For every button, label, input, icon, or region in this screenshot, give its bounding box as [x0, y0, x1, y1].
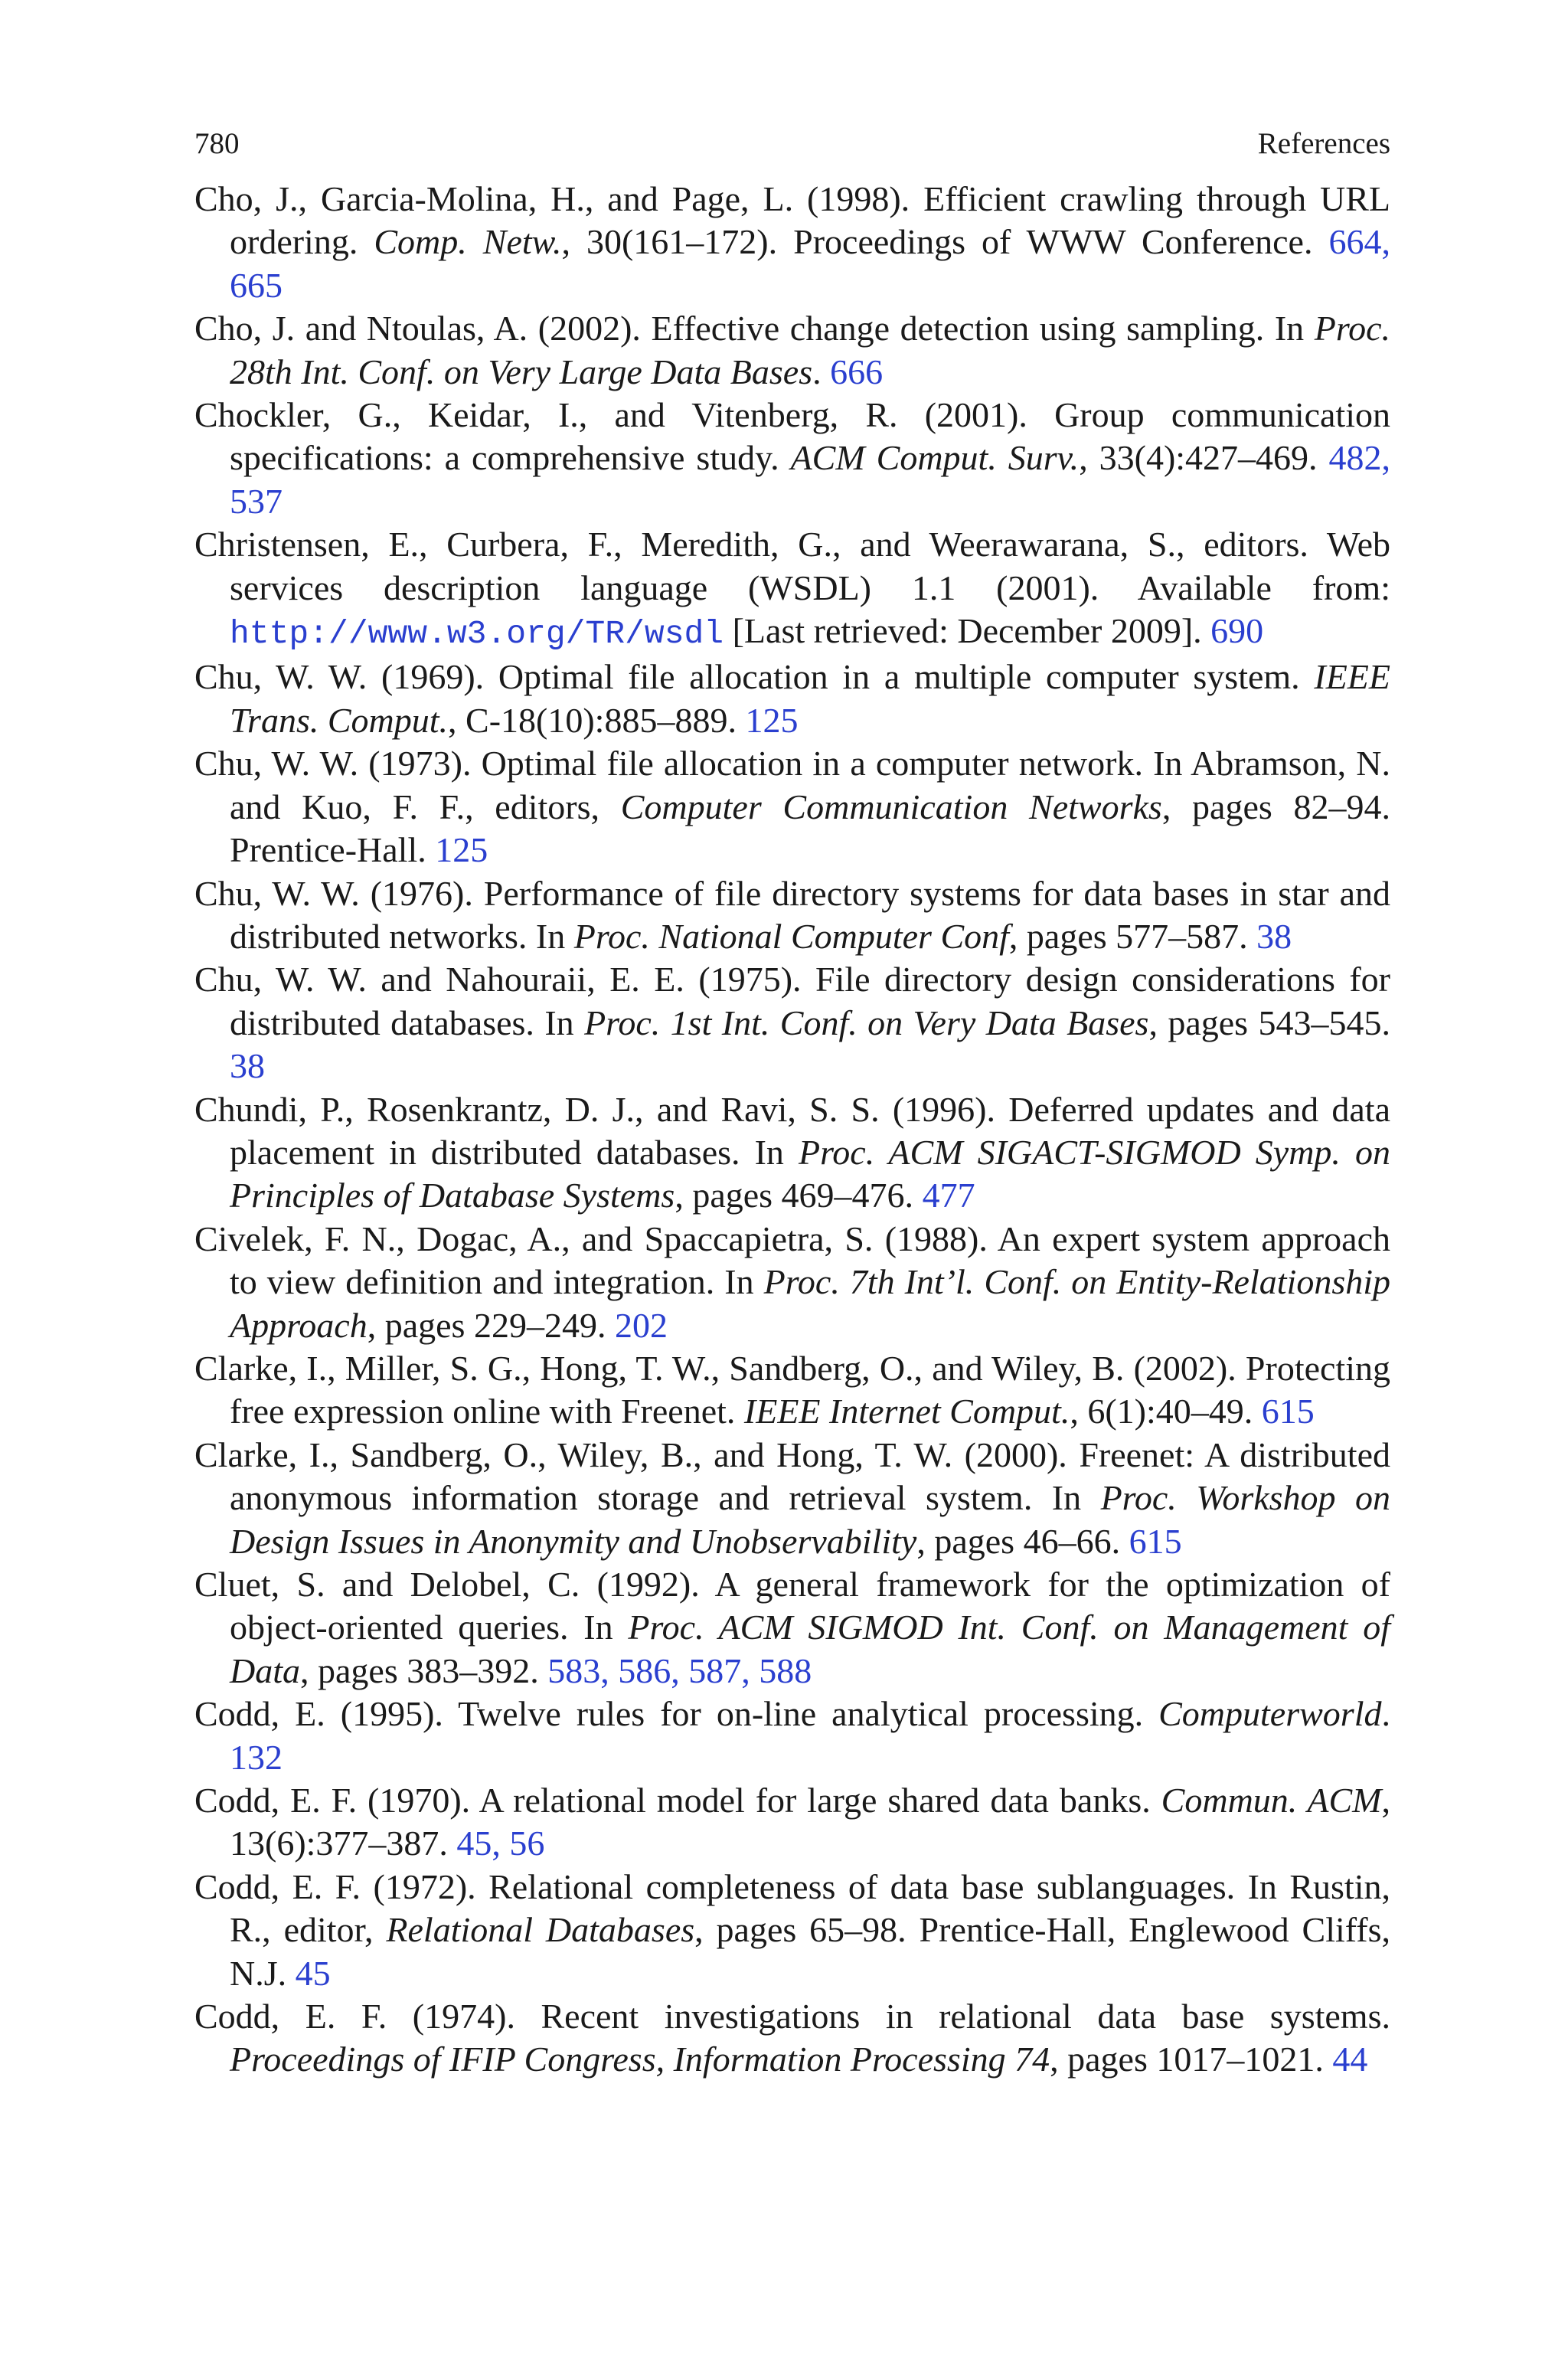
- reference-text: [Last retrieved: December 2009].: [724, 611, 1211, 651]
- reference-text: Cluet, S. and Delobel, C. (1992). A general framework for the optimization of object-oriented queries. In: [194, 1565, 1390, 1647]
- reference-entry: [194, 523, 1390, 656]
- reference-text: Codd, E. (1995). Twelve rules for on-line analytical processing.: [194, 1694, 1159, 1734]
- reference-text: Codd, E. F. (1972). Relational completeness of data base sublanguages. In Rustin, R., editor,: [194, 1866, 1390, 1950]
- reference-text: Chockler, G., Keidar, I., and Vitenberg, R. (2001). Group communication specifications: a comprehensive study.: [194, 395, 1390, 478]
- reference-venue: Proc. 7th Int’l. Conf. on Entity-Relationship Approach: [230, 1262, 1391, 1345]
- reference-text: , pages 383–392.: [300, 1650, 548, 1690]
- document-page: [194, 123, 1390, 2082]
- reference-text: , pages 1017–1021.: [1050, 2039, 1333, 2079]
- page-reference-link[interactable]: 45: [295, 1953, 331, 1993]
- reference-entry: [194, 958, 1390, 1088]
- reference-text: Codd, E. F. (1970). A relational model for large shared data banks.: [194, 1781, 1161, 1820]
- reference-entry: [194, 1866, 1390, 1995]
- reference-venue: Proc. Workshop on Design Issues in Anonymity and Unobservability: [230, 1478, 1391, 1561]
- reference-text: , C-18(10):885–889.: [448, 700, 746, 740]
- reference-text: Chu, W. W. (1969). Optimal file allocation in a multiple computer system.: [194, 657, 1315, 697]
- reference-entry: [194, 1218, 1390, 1347]
- section-title: References: [1257, 127, 1390, 160]
- page-number: 780: [194, 127, 240, 160]
- page-reference-link[interactable]: 477: [922, 1176, 975, 1215]
- page-reference-link[interactable]: 44: [1332, 2039, 1368, 2079]
- page-reference-link[interactable]: 38: [1256, 916, 1292, 956]
- reference-entry: [194, 1347, 1390, 1434]
- reference-entry: [194, 872, 1390, 959]
- page-reference-link[interactable]: 45, 56: [456, 1824, 545, 1863]
- reference-venue: Relational Databases: [386, 1910, 695, 1950]
- reference-text: , 30(161–172). Proceedings of WWW Conference.: [561, 222, 1329, 262]
- reference-venue: ACM Comput. Surv.: [790, 438, 1080, 478]
- reference-entry: [194, 1693, 1390, 1779]
- reference-text: Christensen, E., Curbera, F., Meredith, G., and Weerawarana, S., editors. Web services description language (WSDL) 1.1 (2001). Available from:: [194, 525, 1390, 607]
- reference-text: Chu, W. W. and Nahouraii, E. E. (1975). File directory design considerations for distributed databases. In: [194, 960, 1390, 1042]
- reference-entry: [194, 1434, 1390, 1563]
- reference-text: , pages 543–545.: [1148, 1003, 1390, 1042]
- reference-entry: [194, 307, 1390, 394]
- reference-venue: Proc. 1st Int. Conf. on Very Data Bases: [584, 1003, 1149, 1042]
- reference-entry: [194, 1779, 1390, 1866]
- reference-venue: Proc. 28th Int. Conf. on Very Large Data Bases: [230, 309, 1390, 391]
- page-reference-link[interactable]: 132: [230, 1737, 283, 1777]
- reference-text: Cho, J., Garcia-Molina, H., and Page, L. (1998). Efficient crawling through URL ordering.: [194, 179, 1390, 262]
- page-reference-link[interactable]: 125: [745, 700, 799, 740]
- page-reference-link[interactable]: 125: [435, 830, 488, 870]
- reference-text: , pages 577–587.: [1008, 916, 1257, 956]
- reference-entry: [194, 1563, 1390, 1693]
- reference-text: , pages 229–249.: [367, 1305, 615, 1345]
- reference-list: [194, 178, 1390, 2082]
- reference-entry: [194, 1088, 1390, 1218]
- reference-text: Clarke, I., Miller, S. G., Hong, T. W., Sandberg, O., and Wiley, B. (2002). Protecting free expression online with Freenet.: [194, 1348, 1390, 1431]
- reference-entry: [194, 394, 1390, 523]
- page-reference-link[interactable]: 615: [1261, 1392, 1315, 1431]
- reference-text: Cho, J. and Ntoulas, A. (2002). Effective change detection using sampling. In: [194, 309, 1315, 348]
- reference-venue: Proc. ACM SIGMOD Int. Conf. on Management of Data: [230, 1608, 1390, 1690]
- reference-entry: [194, 178, 1390, 307]
- reference-url-link[interactable]: http://www.w3.org/TR/wsdl: [230, 615, 724, 653]
- reference-text: .: [1381, 1694, 1390, 1734]
- reference-text: Chu, W. W. (1973). Optimal file allocation in a computer network. In Abramson, N. and Kuo, F. F., editors,: [194, 744, 1390, 826]
- reference-venue: IEEE Trans. Comput.: [230, 657, 1390, 740]
- page-reference-link[interactable]: 615: [1129, 1521, 1182, 1561]
- page-reference-link[interactable]: 690: [1210, 611, 1264, 651]
- reference-text: , pages 46–66.: [916, 1521, 1129, 1561]
- reference-venue: Computerworld: [1158, 1694, 1382, 1734]
- page-reference-link[interactable]: 202: [614, 1305, 668, 1345]
- running-header: [194, 123, 1390, 165]
- reference-text: , 13(6):377–387.: [230, 1781, 1391, 1863]
- reference-text: Codd, E. F. (1974). Recent investigations in relational data base systems.: [194, 1997, 1390, 2036]
- page-reference-link[interactable]: 482, 537: [230, 438, 1391, 521]
- reference-text: .: [812, 352, 831, 391]
- page-reference-link[interactable]: 666: [830, 352, 884, 391]
- page-reference-link[interactable]: 583, 586, 587, 588: [547, 1650, 812, 1690]
- reference-text: Civelek, F. N., Dogac, A., and Spaccapietra, S. (1988). An expert system approach to view definition and integration. In: [194, 1218, 1390, 1302]
- reference-venue: Proc. National Computer Conf: [573, 916, 1009, 956]
- page-reference-link[interactable]: 664, 665: [230, 222, 1390, 305]
- reference-text: Chu, W. W. (1976). Performance of file directory systems for data bases in star and distributed networks. In: [194, 873, 1390, 956]
- page-reference-link[interactable]: 38: [230, 1046, 265, 1086]
- reference-entry: [194, 656, 1390, 742]
- reference-venue: IEEE Internet Comput.: [743, 1392, 1070, 1431]
- reference-venue: Comp. Netw.: [374, 222, 562, 262]
- reference-venue: Proceedings of IFIP Congress, Information Processing 74: [230, 2039, 1050, 2079]
- reference-entry: [194, 1995, 1390, 2082]
- reference-venue: Computer Communication Networks: [620, 787, 1162, 826]
- reference-entry: [194, 742, 1390, 872]
- reference-venue: Commun. ACM: [1161, 1781, 1382, 1820]
- reference-text: , pages 469–476.: [675, 1176, 923, 1215]
- reference-text: , pages 82–94. Prentice-Hall.: [230, 787, 1390, 870]
- reference-text: , 6(1):40–49.: [1070, 1392, 1262, 1431]
- reference-text: , pages 65–98. Prentice-Hall, Englewood Cliffs, N.J.: [230, 1910, 1390, 1993]
- reference-text: , 33(4):427–469.: [1079, 438, 1329, 478]
- reference-text: Clarke, I., Sandberg, O., Wiley, B., and Hong, T. W. (2000). Freenet: A distributed anonymous information storage and retrieval system. In: [194, 1434, 1390, 1518]
- reference-venue: Proc. ACM SIGACT-SIGMOD Symp. on Principles of Database Systems: [230, 1132, 1390, 1215]
- reference-text: Chundi, P., Rosenkrantz, D. J., and Ravi, S. S. (1996). Deferred updates and data placement in distributed databases. In: [194, 1089, 1390, 1172]
